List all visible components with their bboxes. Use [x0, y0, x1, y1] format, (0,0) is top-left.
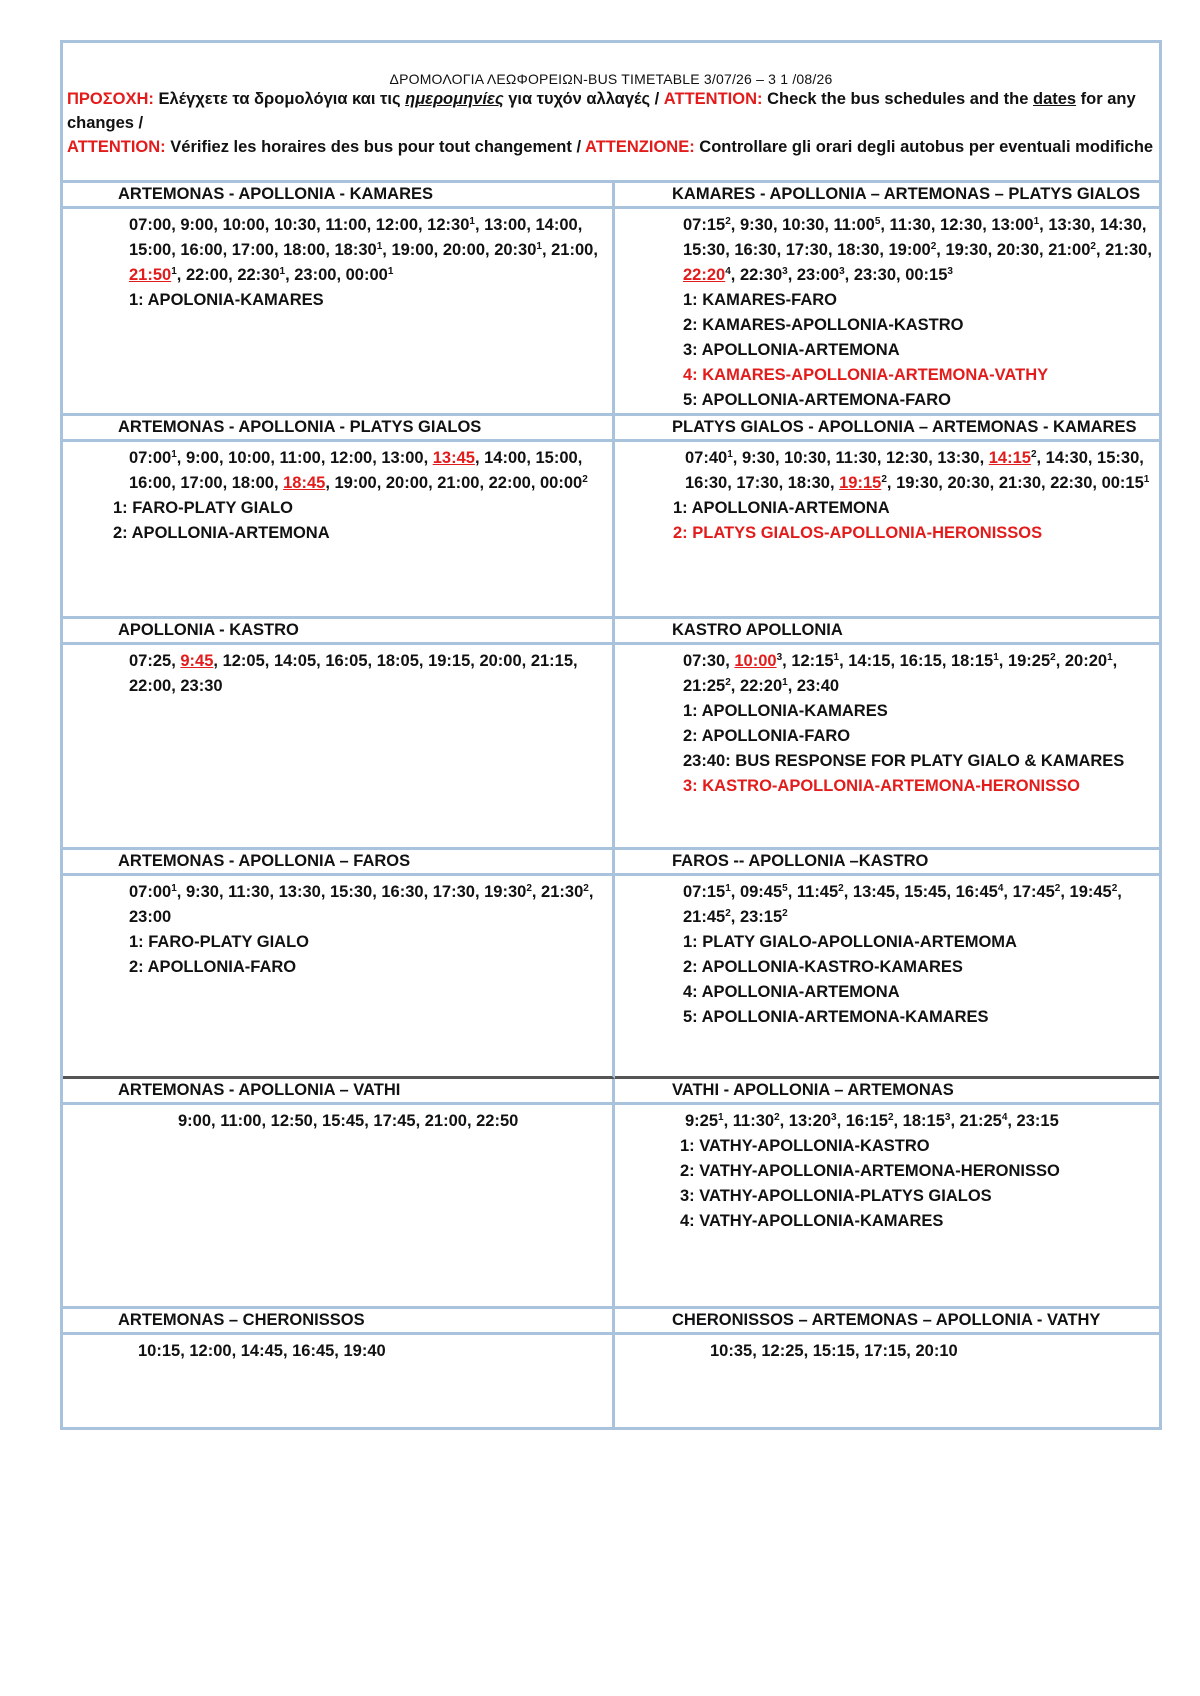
- footnote-marker: 2: [838, 883, 844, 894]
- footnote-marker: 2: [582, 474, 588, 485]
- departure-time: 11:45: [796, 883, 839, 901]
- attention-notice: [67, 87, 1155, 159]
- route-note: 2: APOLLONIA-FARO: [683, 727, 851, 745]
- route-title-artemonas-platys-gialos: ARTEMONAS - APOLLONIA - PLATYS GIALOS: [63, 416, 615, 442]
- departure-time: 21:30: [541, 883, 584, 901]
- footnote-marker: 1: [171, 449, 177, 460]
- departure-time: 11:00: [833, 216, 875, 234]
- departure-time: 15:00: [129, 241, 172, 259]
- departure-time: 15:45: [904, 883, 947, 901]
- route-note: 2: APOLLONIA-ARTEMONA: [113, 524, 330, 542]
- footnote-marker: 1: [469, 216, 475, 227]
- footnote-marker: 1: [1107, 652, 1113, 663]
- route-note: 2: APOLLONIA-FARO: [129, 958, 297, 976]
- route-title-kamares-platys-gialos: KAMARES - APOLLONIA – ARTEMONAS – PLATYS GIALOS: [615, 183, 1159, 209]
- departure-time: 16:05: [325, 652, 368, 670]
- footnote-marker: 2: [526, 883, 532, 894]
- route-cell-artemonas-vathi: [63, 1105, 615, 1309]
- route-title-cheronissos-vathy: CHERONISSOS – ARTEMONAS – APOLLONIA - VATHY: [615, 1309, 1159, 1335]
- route-note: 1: APOLLONIA-ARTEMONA: [673, 499, 890, 517]
- warning-gr-text-2: για τυχόν αλλαγές /: [503, 90, 664, 108]
- route-cell-artemonas-platys-gialos: [63, 442, 615, 619]
- departure-time: 11:30: [889, 216, 931, 234]
- route-cell-vathi-artemonas: [615, 1105, 1159, 1309]
- departure-time: 22:30: [237, 266, 280, 284]
- departure-time: 13:30: [278, 883, 321, 901]
- departure-time: 13:30: [1048, 216, 1091, 234]
- departure-time: 12:30: [885, 449, 929, 467]
- footnote-marker: 4: [725, 266, 731, 277]
- route-note: 2: KAMARES-APOLLONIA-KASTRO: [683, 316, 964, 334]
- route-note: 3: VATHY-APOLLONIA-PLATYS GIALOS: [680, 1187, 992, 1205]
- departure-time: 21:45: [683, 908, 726, 926]
- departure-time: 13:20: [788, 1112, 831, 1130]
- footnote-marker: 2: [774, 1112, 780, 1123]
- route-note: 1: FARO-PLATY GIALO: [129, 933, 309, 951]
- warning-gr-label: ΠΡΟΣΟΧΗ:: [67, 90, 154, 108]
- departure-time: 14:15: [988, 449, 1031, 467]
- footnote-marker: 1: [376, 241, 383, 252]
- departure-time: 16:30: [734, 241, 777, 259]
- departure-time: 21:00: [1048, 241, 1091, 259]
- departure-time: 23:15: [739, 908, 783, 926]
- route-title-apollonia-kastro: APOLLONIA - KASTRO: [63, 619, 615, 645]
- departure-times: 10:15, 12:00, 14:45, 16:45, 19:40: [138, 1342, 386, 1360]
- departure-time: 14:05: [273, 652, 317, 670]
- departure-time: 15:30: [683, 241, 726, 259]
- warning-en-emphasis: dates: [1032, 90, 1077, 108]
- departure-time: 11:30: [732, 1112, 775, 1130]
- route-cell-artemonas-cheronissos: [63, 1335, 615, 1427]
- departure-time: 19:30: [896, 474, 939, 492]
- departure-time: 10:30: [273, 216, 317, 234]
- departure-time: 16:15: [899, 652, 942, 670]
- departure-time: 18:00: [231, 474, 274, 492]
- departure-time: 13:00: [991, 216, 1034, 234]
- departure-time: 22:30: [1050, 474, 1093, 492]
- departure-time: 12:00: [329, 449, 373, 467]
- footnote-marker: 1: [279, 266, 286, 277]
- footnote-marker: 2: [782, 908, 788, 919]
- departure-time: 23:30: [853, 266, 897, 284]
- departure-time: 07:40: [685, 449, 728, 467]
- departure-time: 16:00: [180, 241, 223, 259]
- departure-time: 15:30: [329, 883, 373, 901]
- route-cell-kastro-apollonia: [615, 645, 1159, 850]
- route-note: 1: KAMARES-FARO: [683, 291, 838, 309]
- departure-time: 07:00: [129, 449, 172, 467]
- departure-time: 07:00: [129, 883, 172, 901]
- route-title-artemonas-vathi: ARTEMONAS - APOLLONIA – VATHI: [63, 1079, 615, 1105]
- departure-time: 9:25: [685, 1112, 719, 1130]
- warning-en-text-2: for any changes /: [67, 90, 1136, 132]
- departure-time: 9:00: [180, 216, 214, 234]
- route-title-platys-gialos-kamares: PLATYS GIALOS - APOLLONIA – ARTEMONAS - KAMARES: [615, 416, 1159, 442]
- footnote-marker: 2: [1054, 883, 1061, 894]
- departure-time: 19:30: [945, 241, 988, 259]
- departure-time: 19:25: [1007, 652, 1051, 670]
- departure-times: $9:25^1$, $11:30^2$, $13:20^3$, $16:15^2$, $18:15^3$, $21:25^4$, 23:15: [685, 1112, 1059, 1130]
- departure-time: 20:00: [385, 474, 429, 492]
- departure-time: 21:30: [998, 474, 1042, 492]
- route-note: 2: VATHY-APOLLONIA-ARTEMONA-HERONISSO: [680, 1162, 1060, 1180]
- footnote-marker: 3: [782, 266, 788, 277]
- departure-times: $07:15^2$, 9:30, 10:30, $11:00^5$, 11:30, 12:30, $13:00^1$, 13:30, 14:30, 15:30, 16:30, 17:30, 18:30, $19:00^2$, 19:30, 20:30, $21:00^2$, 21:30, $22:20^4$, $22:30^3$, $23:00^3$, 23:30, $00:15^3$: [683, 216, 1152, 284]
- route-title-kastro-apollonia: KASTRO APOLLONIA: [615, 619, 1159, 645]
- route-note: 1: PLATY GIALO-APOLLONIA-ARTEMOMA: [683, 933, 1017, 951]
- departure-time: 20:30: [996, 241, 1040, 259]
- departure-time: 21:25: [959, 1112, 1002, 1130]
- footnote-marker: 2: [887, 1112, 894, 1123]
- route-cell-platys-gialos-kamares: [615, 442, 1159, 619]
- departure-times: 9:00, 11:00, 12:50, 15:45, 17:45, 21:00, 22:50: [178, 1112, 519, 1130]
- departure-time: 19:00: [334, 474, 377, 492]
- departure-times: $07:00^1$, 9:30, 11:30, 13:30, 15:30, 16:30, 17:30, $19:30^2$, $21:30^2$, 23:00: [129, 883, 594, 926]
- departure-time: 12:05: [222, 652, 265, 670]
- footnote-marker: 1: [993, 652, 999, 663]
- departure-time: 11:00: [325, 216, 367, 234]
- route-note-highlighted: 3: KASTRO-APOLLONIA-ARTEMONA-HERONISSO: [683, 777, 1080, 795]
- route-note: 23:40: BUS RESPONSE FOR PLATY GIALO & KAMARES: [683, 752, 1125, 770]
- departure-time: 9:00: [185, 449, 219, 467]
- footnote-marker: 5: [874, 216, 881, 227]
- footnote-marker: 1: [1033, 216, 1040, 227]
- departure-time: 13:00: [381, 449, 424, 467]
- departure-time: 12:30: [940, 216, 983, 234]
- departure-time: 17:00: [180, 474, 223, 492]
- footnote-marker: 1: [171, 266, 177, 277]
- departure-time: 18:00: [283, 241, 326, 259]
- route-title-vathi-artemonas: VATHI - APOLLONIA – ARTEMONAS: [615, 1079, 1159, 1105]
- departure-time: 15:30: [1097, 449, 1140, 467]
- departure-time: 11:30: [835, 449, 877, 467]
- departure-time: 13:45: [852, 883, 896, 901]
- departure-time: 07:30: [683, 652, 726, 670]
- route-note: 1: FARO-PLATY GIALO: [113, 499, 293, 517]
- departure-time: 17:30: [432, 883, 475, 901]
- departure-time: 07:00: [129, 216, 172, 234]
- timetable-sheet: [60, 40, 1162, 1430]
- departure-times: 07:25, 9:45, 12:05, 14:05, 16:05, 18:05, 19:15, 20:00, 21:15, 22:00, 23:30: [129, 652, 578, 695]
- footnote-marker: 2: [881, 474, 887, 485]
- departure-time: 18:45: [283, 474, 326, 492]
- departure-time: 14:30: [1099, 216, 1142, 234]
- route-note: 3: APOLLONIA-ARTEMONA: [683, 341, 900, 359]
- footnote-marker: 2: [583, 883, 589, 894]
- departure-time: 18:30: [334, 241, 377, 259]
- footnote-marker: 1: [387, 266, 394, 277]
- departure-time: 9:30: [739, 216, 773, 234]
- departure-time: 16:15: [845, 1112, 888, 1130]
- departure-time: 23:40: [796, 677, 840, 695]
- route-cell-artemonas-kamares: [63, 209, 615, 416]
- footnote-marker: 1: [1143, 474, 1150, 485]
- route-title-artemonas-cheronissos: ARTEMONAS – CHERONISSOS: [63, 1309, 615, 1335]
- departure-time: 17:00: [231, 241, 274, 259]
- departure-time: 16:00: [129, 474, 172, 492]
- departure-time: 10:00: [734, 652, 777, 670]
- route-title-artemonas-kamares: ARTEMONAS - APOLLONIA - KAMARES: [63, 183, 615, 209]
- departure-time: 15:00: [535, 449, 578, 467]
- footnote-marker: 3: [944, 1112, 951, 1123]
- footnote-marker: 3: [776, 652, 783, 663]
- departure-times: $07:40^1$, 9:30, 10:30, 11:30, 12:30, 13:30, $14:15^2$, 14:30, 15:30, 16:30, 17:30, 18:30, $19:15^2$, 19:30, 20:30, 21:30, 22:30, $00:15^1$: [685, 449, 1150, 492]
- departure-time: 11:30: [228, 883, 270, 901]
- departure-time: 10:30: [784, 449, 827, 467]
- departure-time: 22:00: [129, 677, 172, 695]
- departure-time: 00:00: [540, 474, 583, 492]
- departure-time: 17:30: [785, 241, 828, 259]
- route-note-highlighted: 2: PLATYS GIALOS-APOLLONIA-HERONISSOS: [673, 524, 1043, 542]
- departure-time: 22:20: [683, 266, 726, 284]
- departure-time: 10:30: [782, 216, 825, 234]
- footnote-marker: 1: [536, 241, 542, 252]
- departure-time: 00:00: [345, 266, 388, 284]
- footnote-marker: 1: [782, 677, 788, 688]
- departure-time: 22:30: [739, 266, 783, 284]
- footnote-marker: 2: [1111, 883, 1118, 894]
- departure-time: 12:30: [427, 216, 470, 234]
- departure-time: 21:15: [530, 652, 574, 670]
- departure-time: 18:05: [376, 652, 419, 670]
- route-note: 1: APOLLONIA-KAMARES: [683, 702, 888, 720]
- departure-time: 18:15: [902, 1112, 945, 1130]
- departure-time: 20:30: [494, 241, 537, 259]
- route-note: 2: APOLLONIA-KASTRO-KAMARES: [683, 958, 963, 976]
- departure-time: 13:45: [432, 449, 475, 467]
- departure-time: 10:00: [222, 216, 265, 234]
- departure-time: 17:45: [1012, 883, 1055, 901]
- departure-time: 12:00: [375, 216, 418, 234]
- route-cell-artemonas-faros: [63, 876, 615, 1079]
- departure-time: 9:30: [185, 883, 219, 901]
- warning-gr-text-1: Ελέγχετε τα δρομολόγια και τις: [153, 90, 406, 108]
- departure-time: 18:15: [951, 652, 994, 670]
- departure-time: 19:30: [484, 883, 527, 901]
- departure-time: 21:00: [551, 241, 594, 259]
- departure-time: 17:30: [736, 474, 779, 492]
- route-note: 4: VATHY-APOLLONIA-KAMARES: [680, 1212, 944, 1230]
- departure-time: 09:45: [739, 883, 783, 901]
- route-note: 5: APOLLONIA-ARTEMONA-FARO: [683, 391, 951, 409]
- departure-time: 12:15: [791, 652, 834, 670]
- footnote-marker: 2: [1050, 652, 1056, 663]
- route-note-highlighted: 4: KAMARES-APOLLONIA-ARTEMONA-VATHY: [683, 366, 1049, 384]
- warning-fr-label: ATTENTION:: [67, 138, 166, 156]
- departure-time: 23:00: [129, 908, 172, 926]
- departure-times: $07:00^1$, 9:00, 10:00, 11:00, 12:00, 13:00, 13:45, 14:00, 15:00, 16:00, 17:00, 18:00, 18:45, 19:00, 20:00, 21:00, 22:00, $00:00^2$: [129, 449, 588, 492]
- departure-time: 22:20: [739, 677, 783, 695]
- departure-time: 20:20: [1064, 652, 1108, 670]
- departure-time: 21:25: [683, 677, 726, 695]
- route-note: 1: APOLONIA-KAMARES: [129, 291, 324, 309]
- route-cell-kamares-platys-gialos: [615, 209, 1159, 416]
- footnote-marker: 2: [1030, 449, 1037, 460]
- warning-fr-text: Vérifiez les horaires des bus pour tout changement /: [165, 138, 586, 156]
- departure-time: 10:00: [228, 449, 271, 467]
- departure-time: 13:30: [937, 449, 980, 467]
- route-note: 5: APOLLONIA-ARTEMONA-KAMARES: [683, 1008, 989, 1026]
- departure-time: 22:00: [488, 474, 531, 492]
- departure-time: 16:30: [381, 883, 424, 901]
- departure-times: 07:30, $10:00^3$, $12:15^1$, 14:15, 16:15, $18:15^1$, $19:25^2$, $20:20^1$, $21:25^2$, $22:20^1$, 23:40: [683, 652, 1118, 695]
- route-title-artemonas-faros: ARTEMONAS - APOLLONIA – FAROS: [63, 850, 615, 876]
- footnote-marker: 2: [930, 241, 937, 252]
- footnote-marker: 2: [725, 908, 731, 919]
- departure-time: 23:15: [1016, 1112, 1059, 1130]
- departure-time: 9:30: [741, 449, 775, 467]
- footnote-marker: 4: [1001, 1112, 1008, 1123]
- footnote-marker: 2: [725, 677, 731, 688]
- warning-en-text-1: Check the bus schedules and the: [762, 90, 1033, 108]
- warning-en-label: ATTENTION:: [663, 90, 763, 108]
- departure-time: 18:30: [787, 474, 830, 492]
- departure-time: 20:30: [947, 474, 990, 492]
- departure-time: 11:00: [279, 449, 321, 467]
- route-cell-faros-kastro: [615, 876, 1159, 1079]
- footnote-marker: 1: [171, 883, 177, 894]
- departure-time: 07:25: [129, 652, 172, 670]
- departure-time: 23:30: [180, 677, 223, 695]
- footnote-marker: 1: [833, 652, 840, 663]
- route-cell-apollonia-kastro: [63, 645, 615, 850]
- warning-it-label: ATTENZIONE:: [585, 138, 695, 156]
- departure-time: 20:00: [479, 652, 522, 670]
- footnote-marker: 3: [831, 1112, 837, 1123]
- footnote-marker: 1: [727, 449, 733, 460]
- footnote-marker: 5: [782, 883, 788, 894]
- departure-time: 07:15: [683, 883, 726, 901]
- departure-time: 07:15: [683, 216, 726, 234]
- footnote-marker: 3: [839, 266, 845, 277]
- departure-time: 00:15: [1101, 474, 1144, 492]
- departure-times: 10:35, 12:25, 15:15, 17:15, 20:10: [710, 1342, 958, 1360]
- departure-time: 14:15: [848, 652, 891, 670]
- footnote-marker: 2: [725, 216, 731, 227]
- warning-gr-emphasis: ημερομηνίες: [405, 90, 504, 108]
- departure-times: $07:15^1$, $09:45^5$, $11:45^2$, 13:45, 15:45, $16:45^4$, $17:45^2$, $19:45^2$, $21:45^2$, $23:15^2$: [683, 883, 1122, 926]
- departure-time: 19:45: [1069, 883, 1112, 901]
- footnote-marker: 3: [947, 266, 953, 277]
- route-note: 1: VATHY-APOLLONIA-KASTRO: [680, 1137, 930, 1155]
- footnote-marker: 1: [725, 883, 731, 894]
- footnote-marker: 1: [718, 1112, 724, 1123]
- departure-time: 14:30: [1045, 449, 1088, 467]
- route-title-faros-kastro: FAROS -- APOLLONIA –KASTRO: [615, 850, 1159, 876]
- departure-time: 21:50: [129, 266, 172, 284]
- departure-time: 23:00: [294, 266, 337, 284]
- route-note: 4: APOLLONIA-ARTEMONA: [683, 983, 900, 1001]
- departure-time: 18:30: [837, 241, 880, 259]
- departure-time: 14:00: [535, 216, 578, 234]
- departure-time: 16:45: [955, 883, 998, 901]
- departure-time: 9:45: [180, 652, 214, 670]
- warning-it-text: Controllare gli orari degli autobus per eventuali modifiche: [694, 138, 1154, 156]
- departure-time: 14:00: [484, 449, 527, 467]
- departure-time: 19:15: [428, 652, 471, 670]
- page-title: ΔΡΟΜΟΛΟΓΙΑ ΛΕΩΦΟΡΕΙΩΝ-BUS TIMETABLE 3/07/26 – 3 1 /08/26: [389, 71, 833, 87]
- departure-time: 13:00: [484, 216, 527, 234]
- departure-time: 19:15: [839, 474, 882, 492]
- footnote-marker: 4: [997, 883, 1004, 894]
- departure-time: 23:00: [796, 266, 840, 284]
- footnote-marker: 2: [1090, 241, 1096, 252]
- route-cell-cheronissos-vathy: [615, 1335, 1159, 1427]
- departure-time: 20:00: [442, 241, 486, 259]
- departure-time: 16:30: [685, 474, 728, 492]
- departure-time: 00:15: [905, 266, 948, 284]
- departure-time: 19:00: [888, 241, 931, 259]
- departure-time: 21:30: [1105, 241, 1148, 259]
- departure-time: 21:00: [437, 474, 480, 492]
- departure-times: 07:00, 9:00, 10:00, 10:30, 11:00, 12:00, $12:30^1$, 13:00, 14:00, 15:00, 16:00, 17:00, 18:00, $18:30^1$, 19:00, 20:00, $20:30^1$, 21:00, $21:50^1$, 22:00, $22:30^1$, 23:00, $00:00^1$: [129, 216, 598, 284]
- departure-time: 22:00: [185, 266, 229, 284]
- departure-time: 19:00: [391, 241, 434, 259]
- timetable-header: [63, 43, 1159, 183]
